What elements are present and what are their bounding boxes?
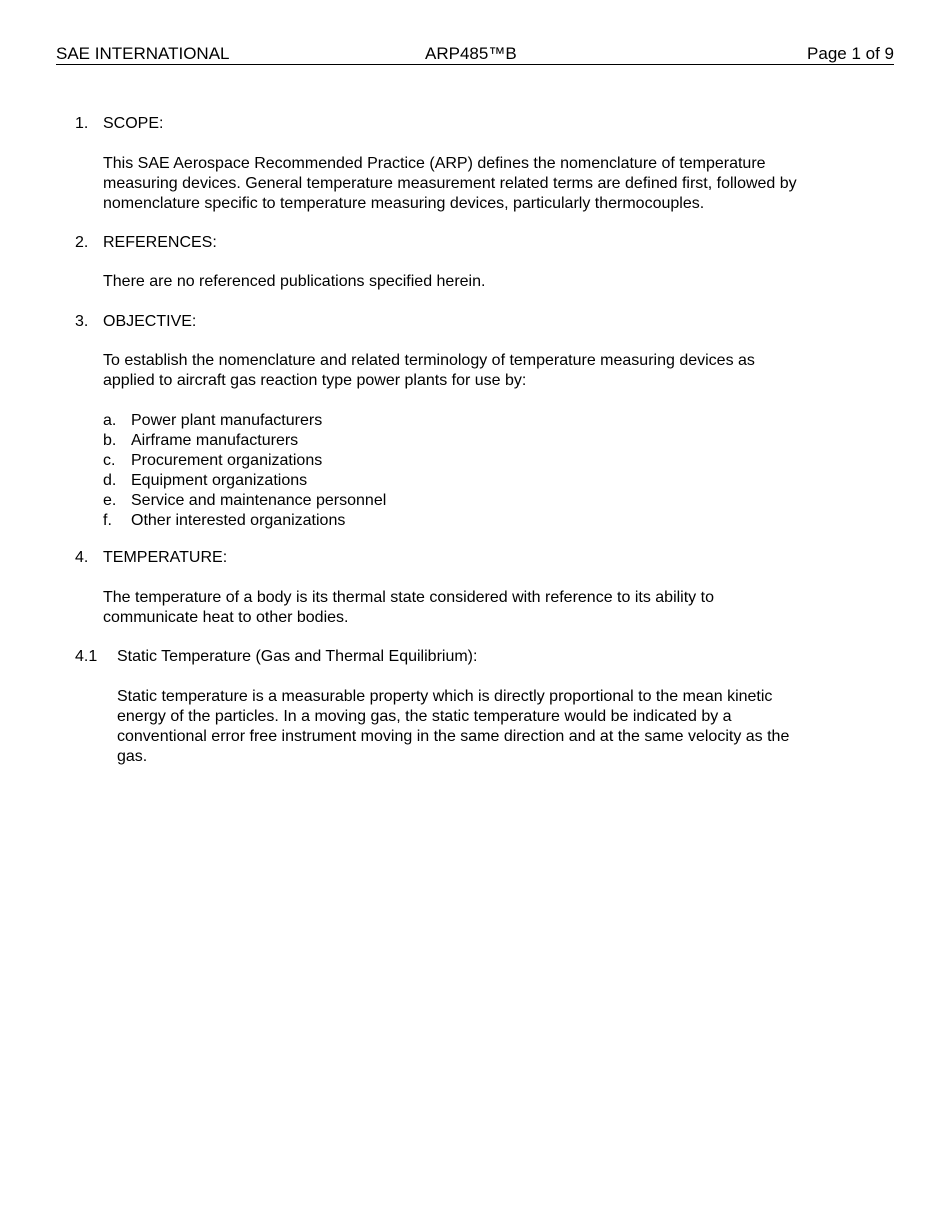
section-2-body: [103, 272, 485, 292]
section-number: 4.: [75, 549, 89, 566]
paragraph-line: communicate heat to other bodies.: [103, 609, 349, 626]
list-item-text: Procurement organizations: [131, 452, 323, 469]
paragraph-line: conventional error free instrument moving in the same direction and at the same velocity as the: [117, 728, 790, 745]
list-item: [103, 511, 346, 531]
list-item-text: Equipment organizations: [131, 472, 308, 489]
paragraph-line: nomenclature specific to temperature measuring devices, particularly thermocouples.: [103, 195, 705, 212]
list-item-letter: d.: [103, 472, 117, 489]
section-2-heading: [75, 233, 217, 253]
list-item: [103, 491, 387, 511]
section-4-body: [103, 588, 714, 628]
section-number: 3.: [75, 313, 89, 330]
list-item: [103, 451, 323, 471]
section-4-heading: [75, 548, 228, 568]
header-page-number: Page 1 of 9: [807, 44, 894, 63]
section-title: REFERENCES:: [103, 234, 217, 251]
list-item-letter: c.: [103, 452, 116, 469]
paragraph-line: Static temperature is a measurable property which is directly proportional to the mean kinetic: [117, 688, 773, 705]
paragraph-line: measuring devices. General temperature measurement related terms are defined first, followed by: [103, 175, 797, 192]
section-4-1-heading: [75, 647, 478, 667]
section-number: 4.1: [75, 648, 98, 665]
section-1-heading: [75, 114, 164, 134]
list-item-text: Service and maintenance personnel: [131, 492, 387, 509]
list-item: [103, 431, 299, 451]
section-number: 2.: [75, 234, 89, 251]
header-organization: SAE INTERNATIONAL: [56, 44, 230, 63]
list-item-letter: a.: [103, 412, 117, 429]
paragraph-line: This SAE Aerospace Recommended Practice (ARP) defines the nomenclature of temperature: [103, 155, 766, 172]
paragraph-line: gas.: [117, 748, 148, 765]
paragraph-line: energy of the particles. In a moving gas, the static temperature would be indicated by a: [117, 708, 732, 725]
section-title: TEMPERATURE:: [103, 549, 228, 566]
section-title: Static Temperature (Gas and Thermal Equilibrium):: [117, 648, 478, 665]
paragraph-line: applied to aircraft gas reaction type power plants for use by:: [103, 372, 527, 389]
section-3-body: [103, 351, 755, 391]
paragraph-line: There are no referenced publications specified herein.: [103, 273, 486, 290]
objective-list: [103, 411, 387, 531]
section-3-heading: [75, 312, 197, 332]
section-1-body: [103, 154, 797, 214]
list-item-letter: b.: [103, 432, 117, 449]
list-item-text: Airframe manufacturers: [131, 432, 299, 449]
list-item-letter: f.: [103, 512, 112, 529]
header-document-id: ARP485™B: [425, 44, 517, 63]
list-item-text: Power plant manufacturers: [131, 412, 323, 429]
section-4-1-body: [117, 687, 789, 767]
list-item: [103, 411, 323, 431]
list-item: [103, 471, 308, 491]
paragraph-line: The temperature of a body is its thermal state considered with reference to its ability to: [103, 589, 714, 606]
list-item-text: Other interested organizations: [131, 512, 346, 529]
paragraph-line: To establish the nomenclature and related terminology of temperature measuring devices as: [103, 352, 755, 369]
page-header: [56, 44, 894, 65]
section-number: 1.: [75, 115, 89, 132]
section-title: OBJECTIVE:: [103, 313, 197, 330]
list-item-letter: e.: [103, 492, 117, 509]
section-title: SCOPE:: [103, 115, 164, 132]
